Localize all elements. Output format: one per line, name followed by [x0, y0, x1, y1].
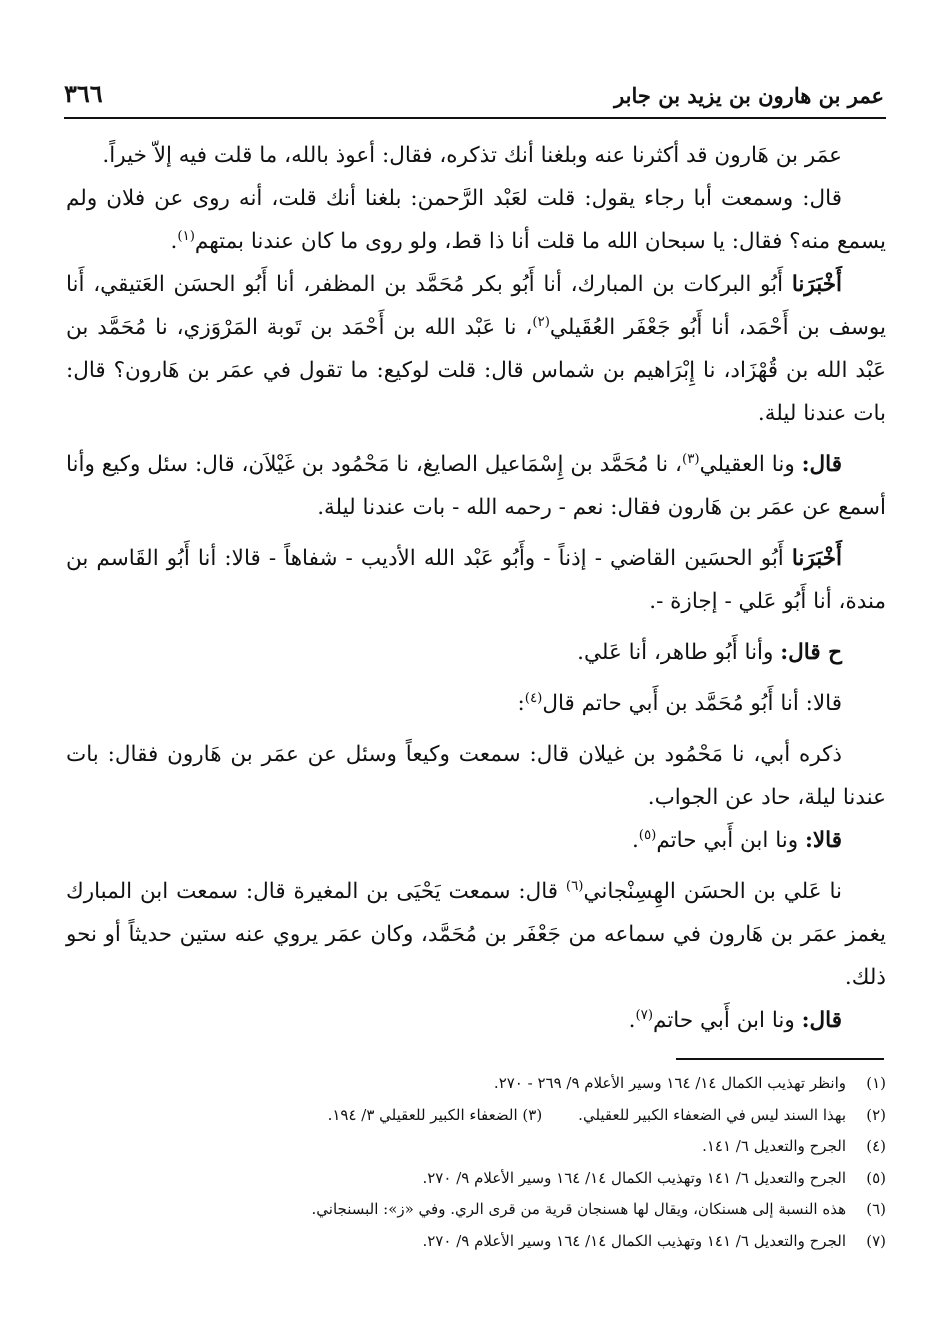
footnote-ref-4[interactable]: (٤) [524, 690, 543, 706]
footnote-4 [66, 1131, 886, 1163]
footnote-number: (٦) [866, 1200, 886, 1218]
footnote-ref-2[interactable]: (٢) [532, 314, 550, 330]
footnote-5 [66, 1163, 886, 1195]
paragraph-8: ذكره أبي، نا مَحْمُود بن غيلان قال: سمعت وكيعاً وسئل عن عمَر بن هَارون فقال: بات عندنا ليلة، حاد عن الجواب. [66, 742, 886, 810]
paragraph-lead: قال: [801, 1008, 842, 1033]
footnote-number: (٧) [866, 1231, 886, 1250]
paragraph-3: أَخْبَرَنا أَبُو البركات بن المبارك، أنا أَبُو بكر مُحَمَّد بن المظفر، أنا أَبُو الحسَن العَتيقي، أَنا يوسف بن أَحْمَد، أنا أَبُو جَعْفَر العُقَيلي$^{(٢)}$، نا عَبْد الله بن أَحْمَد بن تَوبة المَرْوَزي، نا مُحَمَّد بن عَبْد الله بن قُهْزَاد، نا إِبْرَاهيم بن شماس قال: قلت لوكيع: ما تقول في عمَر بن هَارون؟ قال: بات عندنا ليلة. [66, 272, 886, 426]
footnote-text: الجرح والتعديل ٦/ ١٤١. [702, 1137, 846, 1155]
footnote-2 [66, 1100, 886, 1132]
footnote-ref-6[interactable]: (٦) [565, 878, 584, 894]
footnote-ref-7[interactable]: (٧) [635, 1007, 654, 1023]
page-header [64, 68, 884, 108]
footnote-text: وانظر تهذيب الكمال ١٤/ ١٦٤ وسير الأعلام ٩/ ٢٦٩ - ٢٧٠. [493, 1074, 846, 1092]
footnote-text: هذه النسبة إلى هسنكان، ويقال لها هسنجان قرية من قرى الري. وفي «ز»: البسنجاني. [311, 1200, 846, 1218]
footnote-text: الجرح والتعديل ٦/ ١٤١ وتهذيب الكمال ١٤/ ١٦٤ وسير الأعلام ٩/ ٢٧٠. [422, 1168, 846, 1187]
footnote-3-text: الضعفاء الكبير للعقيلي ٣/ ١٩٤. [327, 1105, 518, 1124]
footnote-number: (١) [866, 1074, 886, 1092]
paragraph-1: عمَر بن هَارون قد أكثرنا عنه وبلغنا أنك تذكره، فقال: أعوذ بالله، ما قلت فيه إلاّ خيراً. [102, 143, 842, 168]
paragraph-2: قال: وسمعت أبا رجاء يقول: قلت لعَبْد الرَّحمن: بلغنا أنك قلت، أنه روى عن فلان ولم يسمع منه؟ فقال: يا سبحان الله ما قلت أنا ذا قط، ولو روى ما كان عندنا بمتهم$^{(١)}$. [66, 186, 886, 254]
paragraph-lead: قالا: [804, 828, 842, 853]
footnote-3-number: (٣) [522, 1105, 543, 1124]
footnote-number: (٥) [866, 1168, 886, 1187]
paragraph-6: ح قال: وأنا أَبُو طاهر، أنا عَلي. [577, 640, 842, 665]
paragraph-9: قالا: ونا ابن أَبي حاتم$^{(٥)}$. [631, 827, 842, 853]
footnote-number: (٢) [866, 1105, 886, 1124]
footnote-number: (٤) [866, 1137, 886, 1155]
footnote-1 [66, 1068, 886, 1100]
paragraph-5: أَخْبَرَنا أَبُو الحسَين القاضي - إذناً - وأَبُو عَبْد الله الأديب - شفاهاً - قالا: أنا أَبُو القَاسم بن مندة، أنا أَبُو عَلي - إجازة -. [66, 546, 886, 614]
paragraph-lead: أَخْبَرَنا [791, 546, 842, 571]
footnote-ref-5[interactable]: (٥) [638, 827, 657, 843]
footnotes [66, 1068, 886, 1257]
main-text [66, 134, 886, 1042]
paragraph-11: قال: ونا ابن أَبي حاتم$^{(٧)}$. [628, 1007, 842, 1033]
paragraph-lead: ح قال: [780, 640, 842, 665]
paragraph-lead: أَخْبَرَنا [791, 272, 842, 297]
footnote-7 [66, 1226, 886, 1258]
footnote-ref-3[interactable]: (٣) [682, 451, 700, 467]
paragraph-4: قال: ونا العقيلي$^{(٣)}$، نا مُحَمَّد بن إِسْمَاعيل الصايغ، نا مَحْمُود بن غَيْلاَن، قال: سئل وكيع وأنا أسمع عن عمَر بن هَارون فقال: نعم - رحمه الله - بات عندنا ليلة. [66, 451, 886, 520]
paragraph-10: نا عَلي بن الحسَن الهِسِنْجاني$^{(٦)}$ قال: سمعت يَحْيَى بن المغيرة قال: سمعت ابن المبارك يغمز عمَر بن هَارون في سماعه من جَعْفَر بن مُحَمَّد، وكان عمَر يروي عنه ستين حديثاً أو نحو ذلك. [66, 878, 886, 990]
paragraph-7: قالا: أنا أَبُو مُحَمَّد بن أَبي حاتم قال$^{(٤)}$: [517, 690, 842, 716]
footnote-6 [66, 1194, 886, 1226]
running-title: عمر بن هارون بن يزيد بن جابر [614, 83, 884, 108]
footnote-rule [676, 1058, 884, 1060]
footnote-text: الجرح والتعديل ٦/ ١٤١ وتهذيب الكمال ١٤/ ١٦٤ وسير الأعلام ٩/ ٢٧٠. [422, 1231, 846, 1250]
footnote-text: بهذا السند ليس في الضعفاء الكبير للعقيلي. [578, 1105, 846, 1124]
paragraph-lead: قال: [801, 452, 843, 477]
footnote-ref-1[interactable]: (١) [177, 228, 195, 244]
page-number: ٣٦٦ [64, 79, 103, 108]
header-rule [64, 117, 886, 119]
